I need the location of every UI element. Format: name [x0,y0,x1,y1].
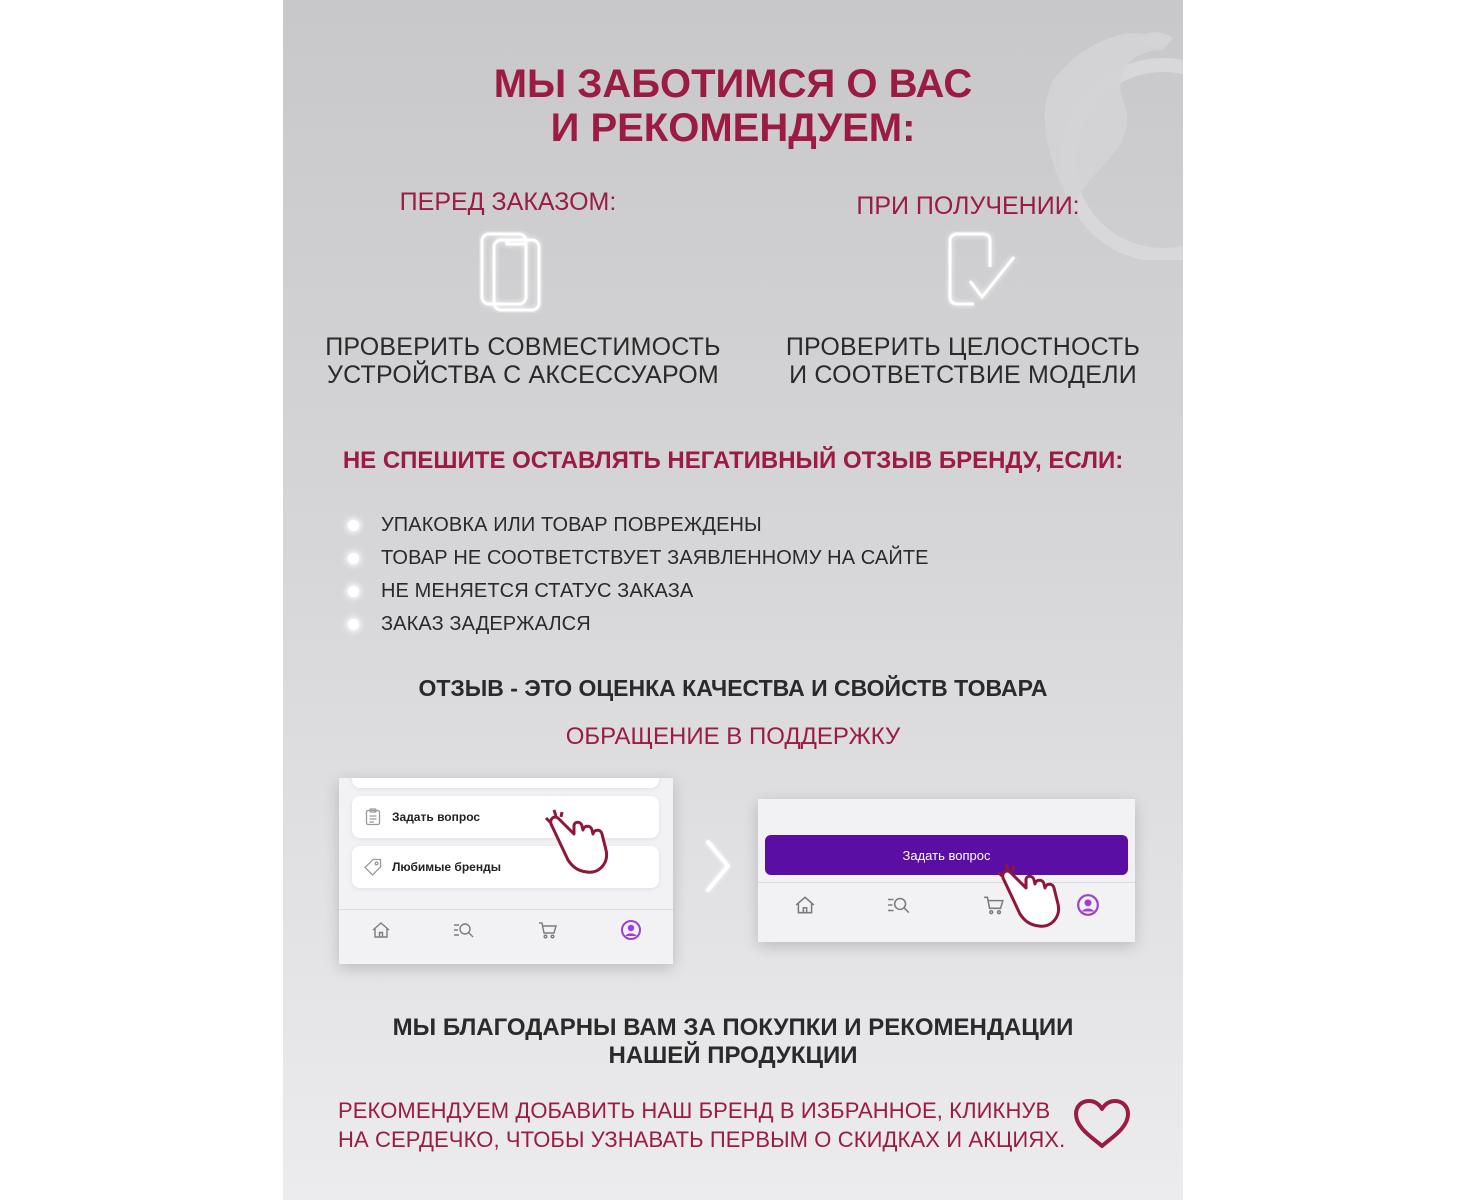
on-receipt-heading: ПРИ ПОЛУЧЕНИИ: [856,192,1080,220]
thanks-text [283,1014,1183,1070]
favorite-recommendation [338,1096,1065,1154]
bullet-dot-icon [348,553,359,564]
warning-item [345,575,929,608]
warning-list [345,509,929,641]
menu-row-partial [352,778,659,788]
catalog-search-icon[interactable] [884,890,914,920]
heart-icon[interactable] [1073,1098,1131,1150]
title-line-2: И РЕКОМЕНДУЕМ: [550,106,916,150]
app-screenshot-ask-button [758,799,1135,942]
cart-icon[interactable] [533,915,563,945]
before-order-text [303,333,743,389]
tabbar-divider [339,909,673,910]
chevron-right-icon [703,838,733,894]
favorite-line-2: НА СЕРДЕЧКО, ЧТОБЫ УЗНАВАТЬ ПЕРВЫМ О СКИДКАХ И АКЦИЯХ. [338,1127,1066,1152]
clipboard-icon [362,808,384,826]
bullet-dot-icon [348,586,359,597]
pointing-hand-icon [996,861,1076,933]
warning-item [345,542,929,575]
profile-icon[interactable] [616,915,646,945]
warning-item-text: УПАКОВКА ИЛИ ТОВАР ПОВРЕЖДЕНЫ [381,514,762,536]
thanks-line-2: НАШЕЙ ПРОДУКЦИИ [608,1042,858,1069]
warning-item-text: НЕ МЕНЯЕТСЯ СТАТУС ЗАКАЗА [381,580,694,602]
review-note: ОТЗЫВ - ЭТО ОЦЕНКА КАЧЕСТВА И СВОЙСТВ ТОВАРА [418,675,1048,701]
bullet-dot-icon [348,619,359,630]
on-receipt-text-line-2: И СООТВЕТСТВИЕ МОДЕЛИ [789,361,1137,389]
catalog-search-icon[interactable] [449,915,479,945]
page-title [283,62,1183,150]
support-heading: ОБРАЩЕНИЕ В ПОДДЕРЖКУ [565,723,901,750]
app-screenshot-profile-menu [339,778,673,964]
home-icon[interactable] [366,915,396,945]
bottom-tabbar [339,915,673,945]
before-order-heading: ПЕРЕД ЗАКАЗОМ: [399,188,617,216]
before-order-text-line-1: ПРОВЕРИТЬ СОВМЕСТИМОСТЬ [325,333,721,361]
warning-heading: НЕ СПЕШИТЕ ОСТАВЛЯТЬ НЕГАТИВНЫЙ ОТЗЫВ БРЕНДУ, ЕСЛИ: [342,447,1124,474]
warning-item-text: ТОВАР НЕ СООТВЕТСТВУЕТ ЗАЯВЛЕННОМУ НА САЙТЕ [381,547,929,569]
phone-case-icon [479,231,543,313]
tabbar-divider [758,882,1135,883]
phone-check-icon [946,231,1018,309]
tag-icon [362,858,384,876]
warning-item-text: ЗАКАЗ ЗАДЕРЖАЛСЯ [381,613,591,635]
on-receipt-text-line-1: ПРОВЕРИТЬ ЦЕЛОСТНОСТЬ [785,333,1141,361]
menu-item-label: Любимые бренды [392,860,501,874]
on-receipt-text [763,333,1163,389]
warning-item [345,608,929,641]
bullet-dot-icon [348,520,359,531]
info-card [283,0,1183,1200]
thanks-line-1: МЫ БЛАГОДАРНЫ ВАМ ЗА ПОКУПКИ И РЕКОМЕНДАЦИИ [392,1014,1074,1041]
pointing-hand-icon [544,808,624,878]
favorite-line-1: РЕКОМЕНДУЕМ ДОБАВИТЬ НАШ БРЕНД В ИЗБРАННОЕ, КЛИКНУВ [338,1098,1051,1123]
profile-icon[interactable] [1073,890,1103,920]
home-icon[interactable] [790,890,820,920]
bottom-tabbar [758,890,1135,920]
title-line-1: МЫ ЗАБОТИМСЯ О ВАС [493,62,973,106]
ask-question-button[interactable]: Задать вопрос [765,835,1128,875]
menu-item-label: Задать вопрос [392,810,481,824]
warning-item [345,509,929,542]
before-order-text-line-2: УСТРОЙСТВА С АКСЕССУАРОМ [327,361,719,389]
